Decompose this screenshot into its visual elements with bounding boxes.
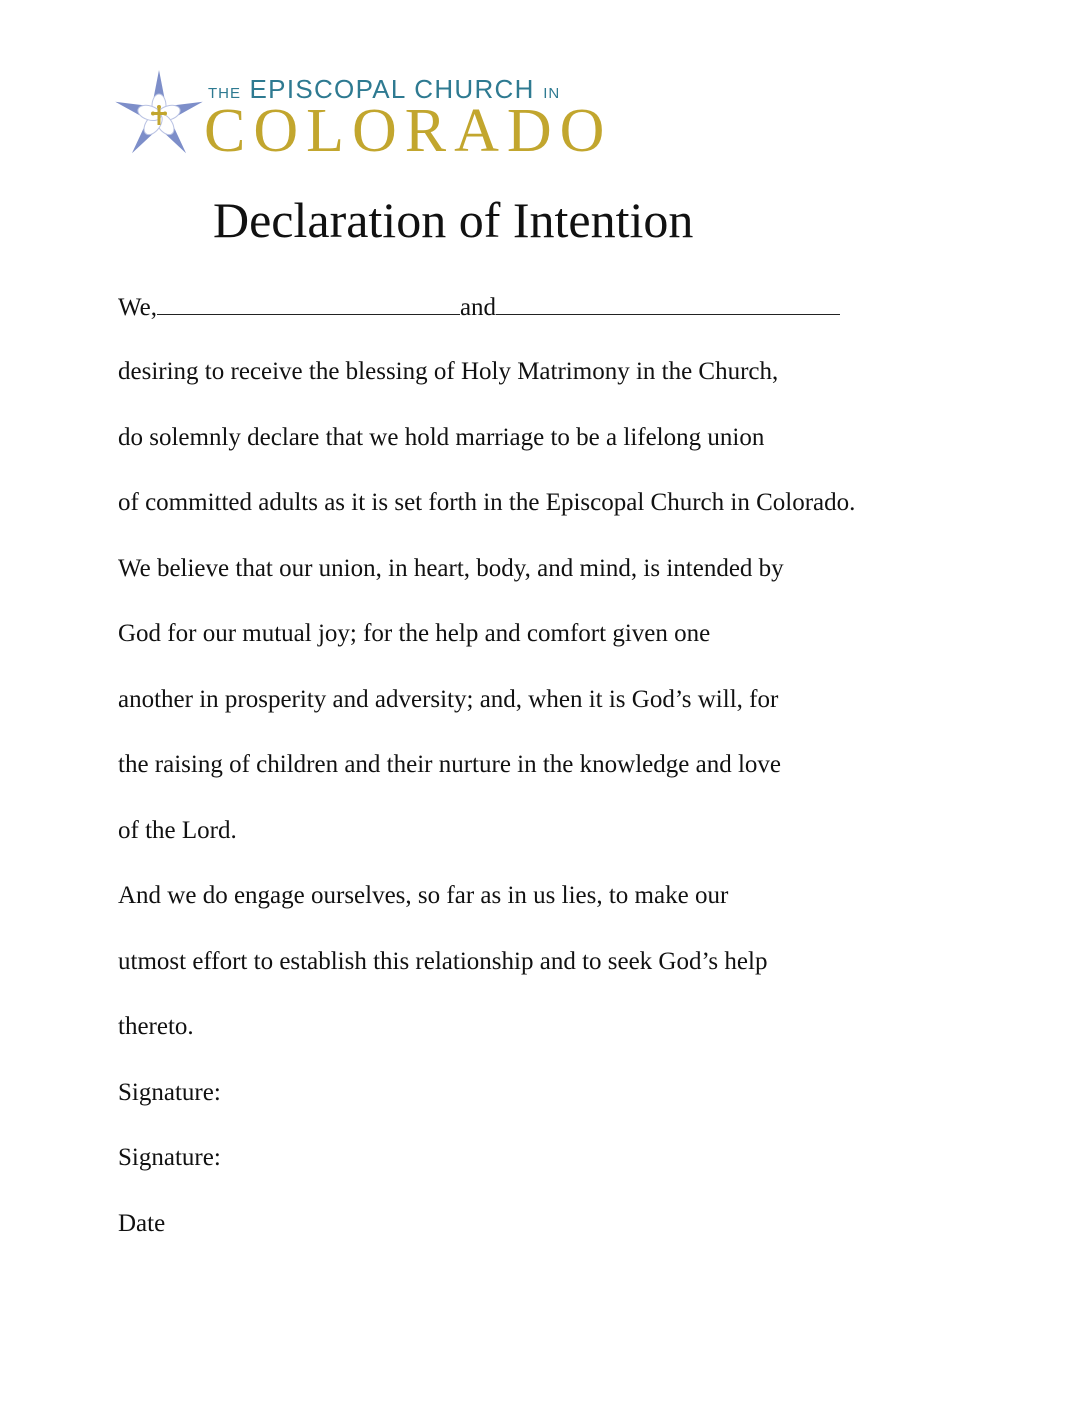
body-line: another in prosperity and adversity; and, when it is God’s will, for — [118, 686, 779, 713]
signature-label-2: Signature: — [118, 1144, 221, 1171]
diocese-logo — [112, 66, 632, 166]
body-line: the raising of children and their nurture in the knowledge and love — [118, 751, 781, 778]
names-line — [118, 292, 840, 323]
body-line: utmost effort to establish this relationship and to seek God’s help — [118, 948, 768, 975]
logo-word-the: THE — [208, 85, 241, 102]
logo-word-episcopal-church: EPISCOPAL CHURCH — [249, 74, 535, 104]
body-line: desiring to receive the blessing of Holy Matrimony in the Church, — [118, 358, 779, 385]
first-name-blank[interactable] — [157, 292, 460, 315]
date-label: Date — [118, 1210, 166, 1237]
body-line: thereto. — [118, 1013, 194, 1040]
second-name-blank[interactable] — [496, 292, 840, 315]
logo-word-in: IN — [543, 85, 561, 102]
and-label: and — [459, 294, 497, 321]
body-line: do solemnly declare that we hold marriage to be a lifelong union — [118, 424, 765, 451]
body-line: And we do engage ourselves, so far as in us lies, to make our — [118, 882, 729, 909]
columbine-flower-icon — [112, 66, 206, 160]
body-line: God for our mutual joy; for the help and comfort given one — [118, 620, 711, 647]
body-line: of committed adults as it is set forth in the Episcopal Church in Colorado. — [118, 489, 856, 516]
signature-label-1: Signature: — [118, 1079, 221, 1106]
logo-word-colorado: COLORADO — [204, 97, 613, 165]
body-line: We believe that our union, in heart, body, and mind, is intended by — [118, 555, 784, 582]
we-label: We, — [118, 294, 157, 321]
document-title: Declaration of Intention — [213, 192, 694, 248]
body-line: of the Lord. — [118, 817, 237, 844]
